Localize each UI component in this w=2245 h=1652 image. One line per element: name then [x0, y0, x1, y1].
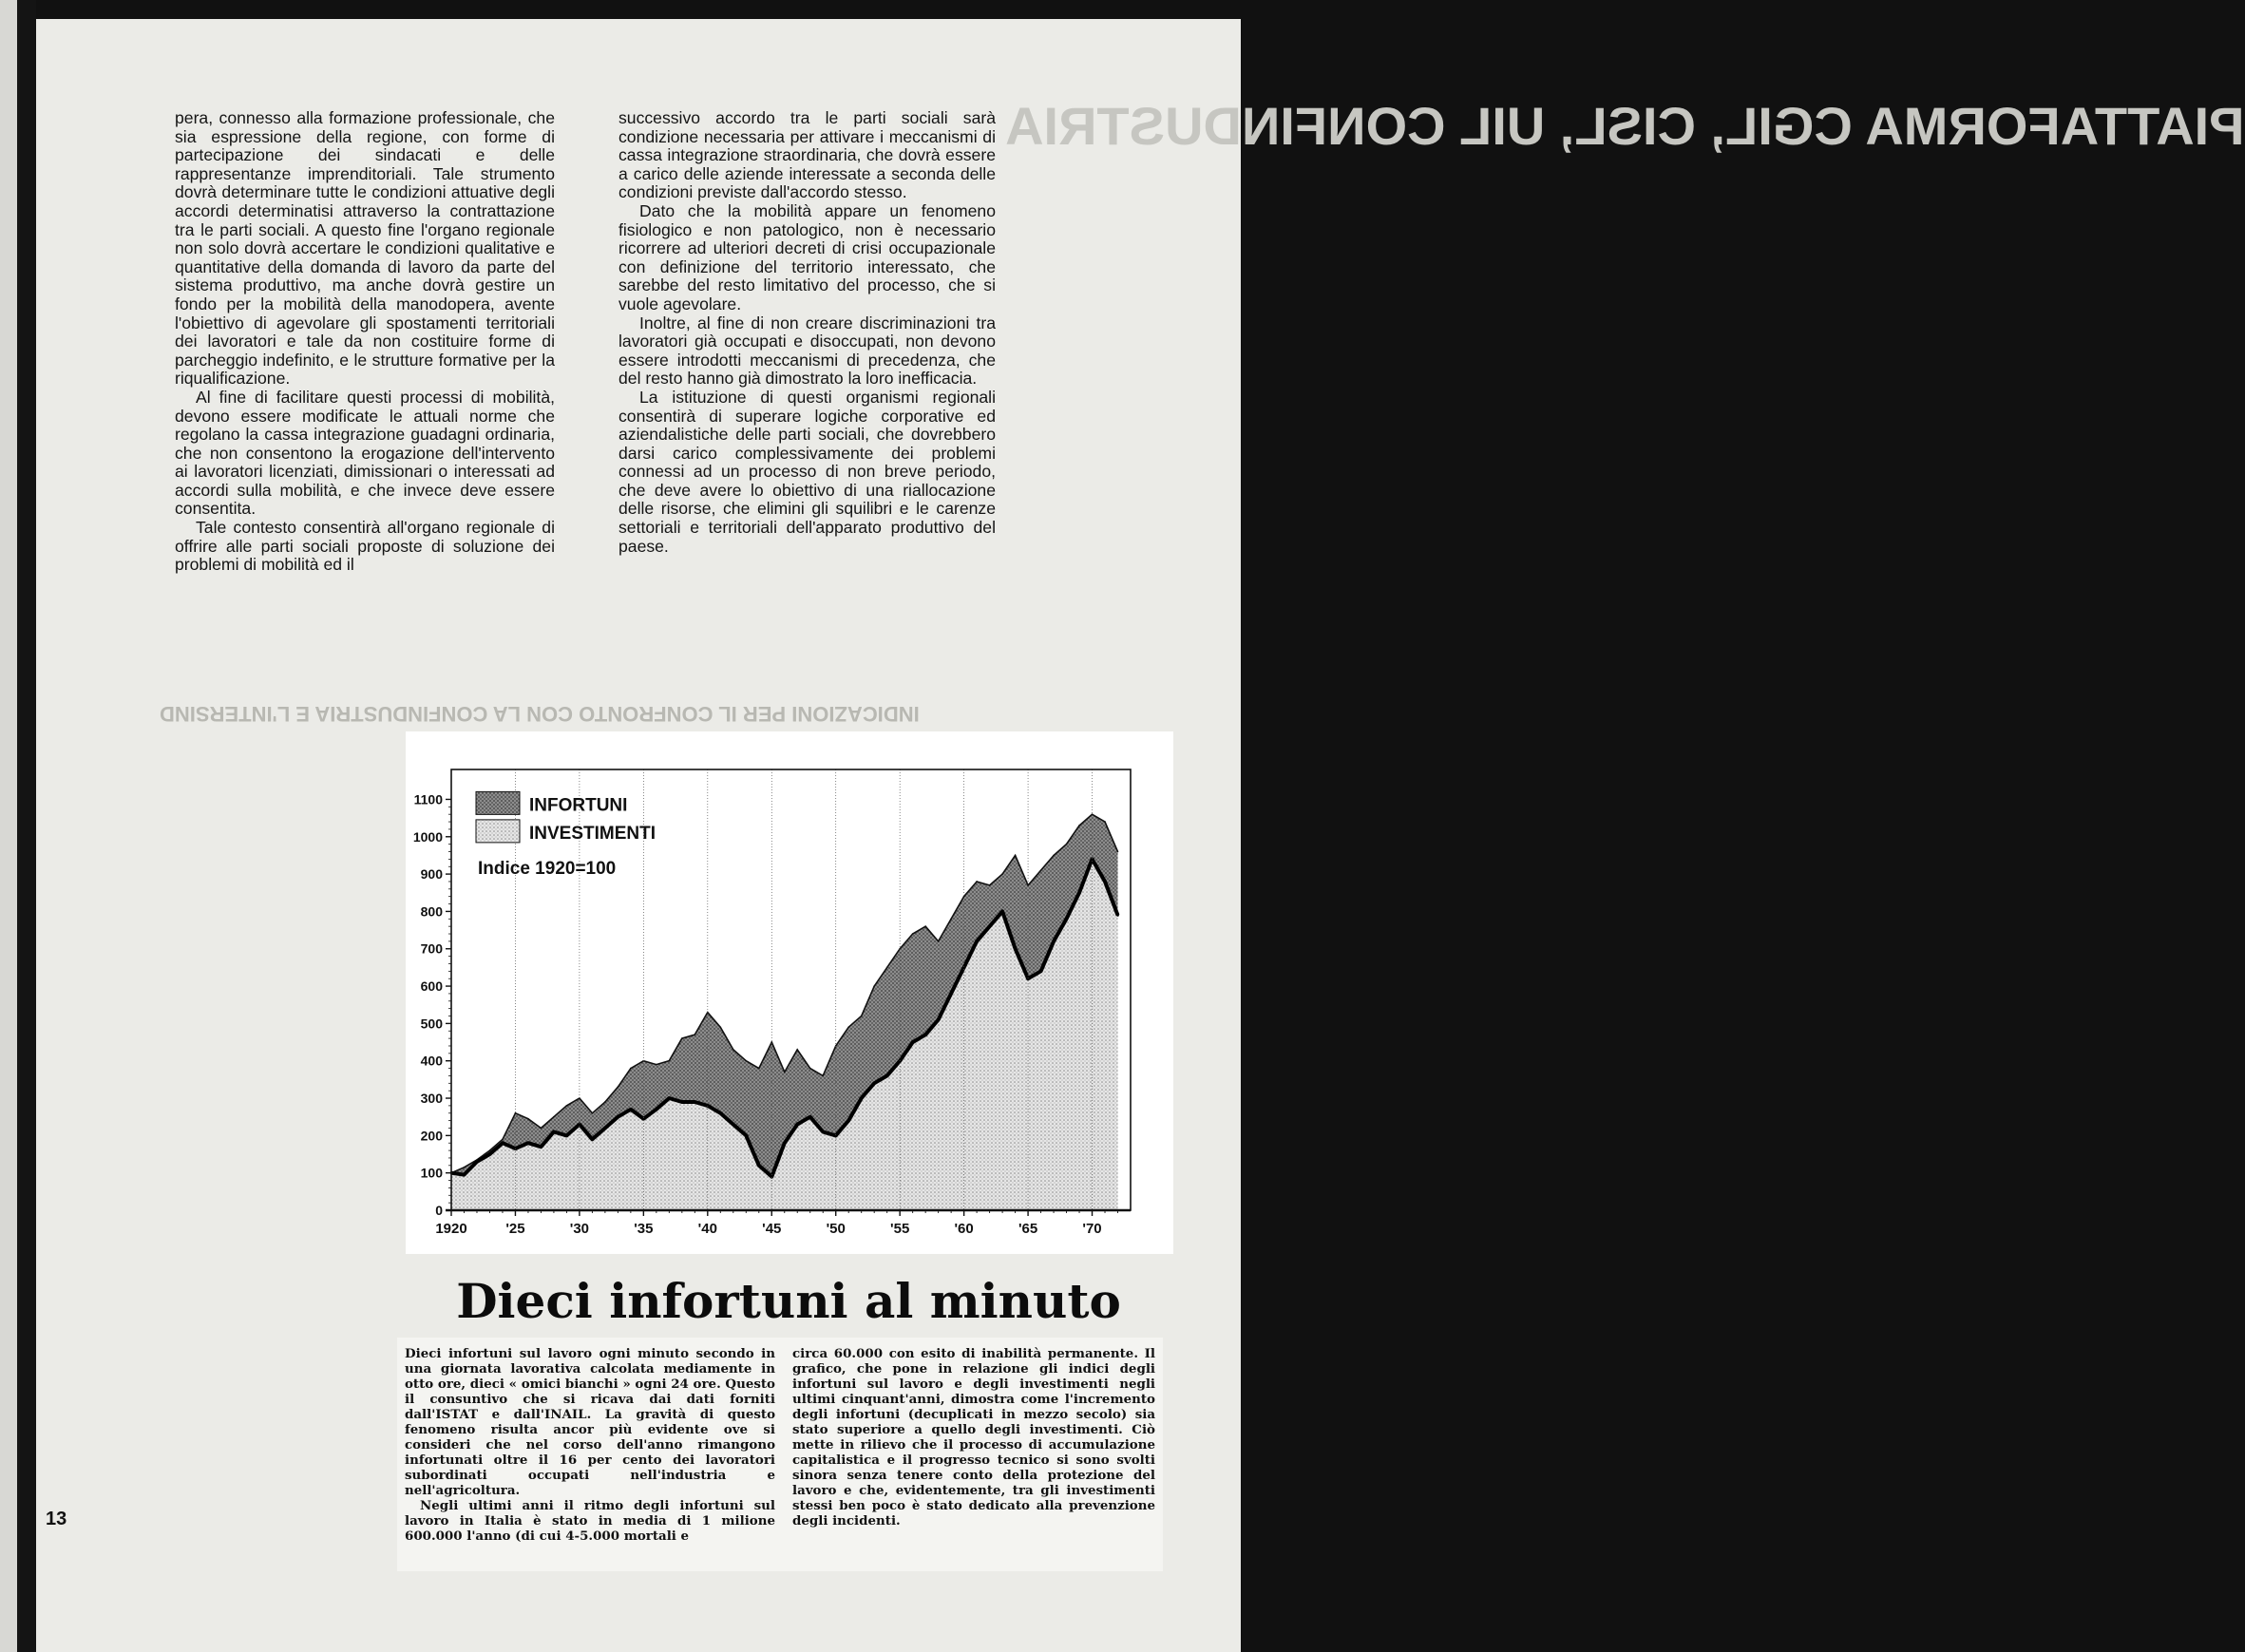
accidents-investments-chart [406, 731, 1173, 1254]
legend-swatch-investimenti [476, 820, 520, 843]
data-point-infortuni [630, 1068, 632, 1070]
data-point-investimenti [885, 1074, 888, 1077]
data-point-infortuni [476, 1159, 478, 1161]
data-point-investimenti [924, 1034, 927, 1036]
index-note: Indice 1920=100 [478, 859, 617, 880]
data-point-investimenti [1065, 918, 1068, 921]
data-point-infortuni [694, 1034, 696, 1035]
data-point-infortuni [989, 884, 991, 886]
data-point-infortuni [1040, 869, 1042, 871]
data-point-investimenti [629, 1108, 632, 1111]
data-point-infortuni [720, 1027, 722, 1029]
data-point-infortuni [963, 896, 965, 898]
data-point-infortuni [1078, 825, 1080, 826]
data-point-infortuni [566, 1105, 568, 1107]
data-point-investimenti [603, 1127, 606, 1130]
y-tick-label: 100 [420, 1165, 443, 1181]
data-point-investimenti [732, 1123, 734, 1126]
data-point-investimenti [540, 1146, 542, 1149]
caption-paragraph: circa 60.000 con esito di inabilità permanente. Il grafico, che pone in relazione gli indici degli infortuni sul lavoro e degli investimenti negli ultimi cinquant'anni, dimostra come l'incremento degli infortuni (decuplicati in mezzo secolo) sia stato superiore a quello degli investimenti. Ciò mette in rilievo che il processo di accumulazione capitalistica e il progresso tecnico si sono svolti sinora senza tenere conto della protezione del lavoro e che, evidentemente, tra gli investimenti stessi ben poco è stato dedicato alla prevenzione degli incidenti. [792, 1346, 1155, 1529]
data-point-investimenti [553, 1130, 556, 1133]
data-point-investimenti [527, 1142, 530, 1145]
show-through-headline: INDICAZIONI PER IL CONFRONTO CON LA CONFINDUSTRIA E L'INTERSIND [160, 702, 920, 726]
y-tick-label: 500 [420, 1016, 443, 1032]
data-point-investimenti [617, 1115, 619, 1118]
data-point-investimenti [680, 1101, 683, 1104]
paragraph: Inoltre, al fine di non creare discriminazioni tra lavoratori già occupati e disoccupati, non devono essere introdotti meccanismi di precedenza, che del resto hanno già dimostrato la loro inefficacia. [618, 313, 996, 389]
data-point-investimenti [1001, 910, 1004, 913]
data-point-infortuni [847, 1027, 849, 1029]
data-point-investimenti [809, 1115, 811, 1118]
data-point-infortuni [592, 1112, 594, 1114]
caption-column-right [792, 1346, 1155, 1529]
data-point-infortuni [618, 1086, 619, 1088]
data-point-infortuni [784, 1072, 786, 1073]
paragraph: Al fine di facilitare questi processi di mobilità, devono essere modificate le attuali norme che regolano la cassa integrazione guadagni ordinaria, che non consentono la erogazione dell'intervento ai lavoratori licenziati, dimissionari o interessati ad accordi sulla mobilità, e che invece deve essere consentita. [175, 387, 555, 519]
y-tick-label: 1000 [412, 828, 443, 845]
data-point-infortuni [464, 1167, 466, 1168]
data-point-infortuni [822, 1075, 824, 1077]
data-point-infortuni [938, 940, 940, 942]
data-point-investimenti [719, 1111, 722, 1114]
show-through-text [74, 114, 169, 1482]
data-point-infortuni [541, 1128, 542, 1130]
legend-label-investimenti: INVESTIMENTI [529, 823, 656, 844]
paragraph: successivo accordo tra le parti sociali sarà condizione necessaria per attivare i meccanismi di cassa integrazione straordinaria, che dovrà essere a carico delle aziende interessate a seconda delle condizioni previste dall'accordo stesso. [618, 108, 996, 202]
data-point-infortuni [669, 1060, 671, 1062]
data-point-investimenti [822, 1130, 825, 1133]
x-tick-label: '65 [1018, 1221, 1038, 1237]
data-point-investimenti [847, 1119, 850, 1122]
data-point-infortuni [732, 1049, 734, 1051]
data-point-investimenti [950, 993, 953, 996]
data-point-investimenti [1078, 891, 1081, 894]
x-tick-label: '70 [1082, 1221, 1102, 1237]
caption-paragraph: Negli ultimi anni il ritmo degli infortuni sul lavoro in Italia è stato in media di 1 milione 600.000 l'anno (di cui 4-5.000 mortali e [405, 1498, 775, 1544]
article-column-right [618, 109, 996, 556]
data-point-investimenti [1039, 970, 1042, 973]
page-number: 13 [46, 1509, 67, 1529]
data-point-infortuni [758, 1068, 760, 1070]
legend-label-infortuni: INFORTUNI [529, 795, 628, 816]
data-point-infortuni [1027, 884, 1029, 886]
data-point-investimenti [783, 1142, 786, 1145]
data-point-infortuni [912, 933, 914, 935]
paragraph: pera, connesso alla formazione professionale, che sia espressione della regione, con forme di partecipazione dei sindacati e delle rappresentanze imprenditoriali. Tale strumento dovrà determinare tutte le condizioni attuative degli accordi determinatisi attraverso la contrattazione tra le parti sociali. A questo fine l'organo regionale non solo dovrà accertare le condizioni qualitative e quantitative della domanda di lavoro da parte del sistema produttivo, ma anche dovrà gestire un fondo per la mobilità della manodopera, avente l'obiettivo di agevolare gli spostamenti territoriali dei lavoratori e tale da non costituire forme di parcheggio indefinito, e le strutture formative per la riqualificazione. [175, 108, 555, 389]
paragraph: Tale contesto consentirà all'organo regionale di offrire alle parti sociali proposte di soluzione dei problemi di mobilità ed il [175, 518, 555, 575]
data-point-investimenti [860, 1097, 863, 1100]
data-point-investimenti [502, 1142, 504, 1145]
data-point-investimenti [937, 1018, 940, 1021]
paragraph: La istituzione di questi organismi regionali consentirà di superare logiche corporative ed aziendalistiche delle parti sociali, che dovrebbero darsi carico complessivamente dei problemi connessi ad un processo di non breve periodo, che deve avere lo obiettivo di una riallocazione delle risorse, che elimini gli squilibri e le carenze settoriali e territoriali dell'apparato produttivo del paese. [618, 387, 996, 556]
x-tick-label: 1920 [435, 1221, 467, 1237]
show-through-title: PIATTAFORMA CGIL, CISL, UIL CONFINDUSTRIA [1005, 96, 2245, 156]
x-tick-label: '55 [890, 1221, 910, 1237]
data-point-infortuni [809, 1068, 811, 1070]
data-point-infortuni [527, 1118, 529, 1120]
data-point-investimenti [591, 1138, 594, 1141]
data-point-infortuni [553, 1116, 555, 1118]
article-column-left [175, 109, 555, 575]
data-point-infortuni [924, 925, 926, 927]
data-point-investimenti [463, 1173, 466, 1176]
x-tick-label: '40 [697, 1221, 717, 1237]
data-point-investimenti [745, 1134, 748, 1137]
y-tick-label: 300 [420, 1091, 443, 1107]
y-tick-label: 900 [420, 866, 443, 883]
x-tick-label: '25 [505, 1221, 525, 1237]
data-point-infortuni [796, 1049, 798, 1051]
data-point-infortuni [1015, 855, 1017, 857]
x-tick-label: '50 [826, 1221, 846, 1237]
y-tick-label: 800 [420, 903, 443, 920]
data-point-infortuni [745, 1060, 747, 1062]
data-point-investimenti [1014, 947, 1017, 950]
facing-page-edge [0, 0, 17, 1652]
caption-column-left [405, 1346, 775, 1544]
y-tick-label: 0 [435, 1203, 443, 1218]
y-tick-label: 600 [420, 978, 443, 995]
data-point-infortuni [950, 918, 952, 920]
data-point-investimenti [655, 1108, 657, 1111]
data-point-infortuni [502, 1138, 504, 1140]
data-point-investimenti [668, 1097, 671, 1100]
data-point-investimenti [796, 1123, 799, 1126]
data-point-investimenti [976, 940, 979, 942]
data-point-infortuni [1117, 851, 1119, 853]
data-point-infortuni [861, 1016, 863, 1017]
x-tick-label: '45 [762, 1221, 782, 1237]
x-tick-label: '60 [954, 1221, 974, 1237]
data-point-infortuni [681, 1037, 683, 1039]
data-point-investimenti [694, 1101, 696, 1104]
data-point-investimenti [873, 1082, 876, 1085]
page-gutter [0, 0, 36, 1652]
legend-swatch-infortuni [476, 791, 520, 814]
data-point-infortuni [1066, 844, 1068, 845]
data-point-investimenti [1116, 914, 1119, 917]
chart-panel [406, 731, 1173, 1254]
x-tick-label: '35 [634, 1221, 654, 1237]
data-point-infortuni [1053, 855, 1055, 857]
y-tick-label: 700 [420, 940, 443, 957]
data-point-investimenti [565, 1134, 568, 1137]
data-point-infortuni [604, 1101, 606, 1103]
data-point-infortuni [873, 985, 875, 987]
data-point-infortuni [886, 967, 888, 969]
x-tick-label: '30 [569, 1221, 590, 1237]
data-point-investimenti [1053, 940, 1056, 942]
data-point-infortuni [1104, 821, 1106, 823]
article-headline: Dieci infortuni al minuto [456, 1273, 1121, 1329]
data-point-infortuni [489, 1149, 491, 1151]
caption-paragraph: Dieci infortuni sul lavoro ogni minuto secondo in una giornata lavorativa calcolata mediamente in otto ore, dieci « omici bianchi » ogni 24 ore. Questo il consuntivo che si ricava dai dati forniti dall'ISTAT e dall'INAIL. La gravità di questo fenomeno risulta ancor più evidente ove si consideri che nel corso dell'anno rimangono infortunati oltre il 16 per cento dei lavoratori subordinati occupati nell'industria e nell'agricoltura. [405, 1346, 775, 1498]
data-point-investimenti [476, 1160, 479, 1163]
data-point-investimenti [988, 925, 991, 928]
data-point-infortuni [1092, 813, 1094, 815]
data-point-investimenti [1104, 881, 1107, 883]
y-tick-label: 1100 [413, 791, 443, 807]
magazine-page [36, 19, 2245, 1652]
data-point-investimenti [488, 1153, 491, 1156]
data-point-infortuni [515, 1112, 517, 1114]
data-point-infortuni [976, 881, 978, 883]
data-point-infortuni [656, 1064, 657, 1066]
y-tick-label: 400 [420, 1053, 443, 1069]
data-point-infortuni [771, 1041, 772, 1043]
y-tick-label: 200 [420, 1128, 443, 1144]
data-point-infortuni [1001, 873, 1003, 875]
paragraph: Dato che la mobilità appare un fenomeno fisiologico e non patologico, non è necessario ricorrere ad ulteriori decreti di crisi occupazionale con definizione del territorio interessato, che sarebbe del resto limitativo del processo, che si vuole agevolare. [618, 200, 996, 313]
data-point-investimenti [911, 1041, 914, 1044]
data-point-investimenti [757, 1164, 760, 1167]
